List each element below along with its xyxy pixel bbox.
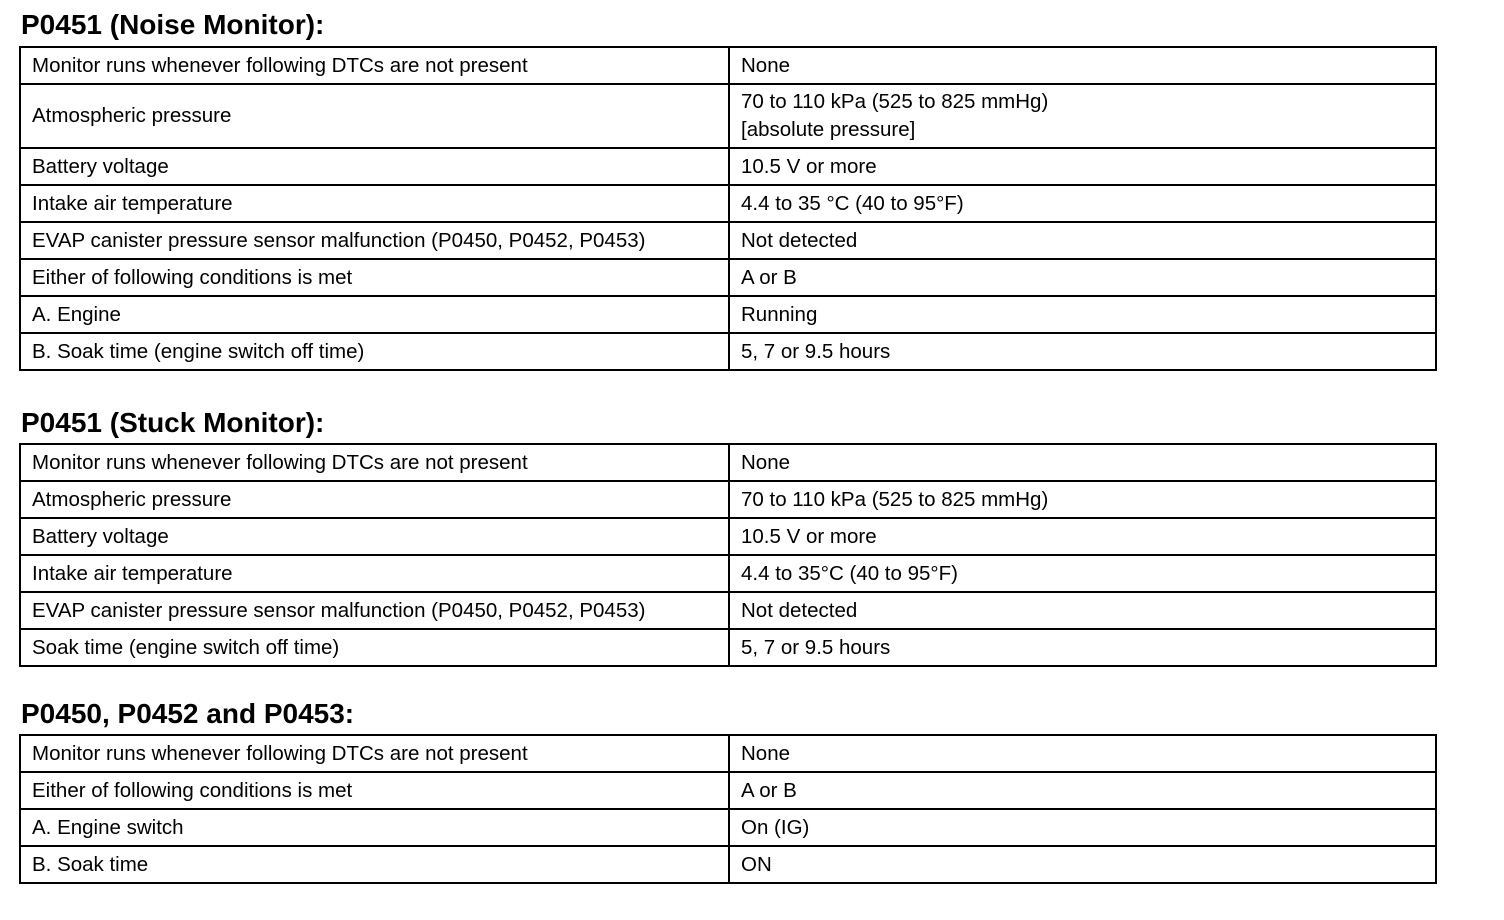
condition-label: EVAP canister pressure sensor malfunction (P0450, P0452, P0453) (20, 222, 729, 259)
table-row (20, 629, 1436, 666)
condition-value: None (729, 735, 1436, 772)
condition-label: Atmospheric pressure (20, 84, 729, 148)
table-row (20, 555, 1436, 592)
condition-label: EVAP canister pressure sensor malfunction (P0450, P0452, P0453) (20, 592, 729, 629)
condition-label: Soak time (engine switch off time) (20, 629, 729, 666)
condition-value: 10.5 V or more (729, 148, 1436, 185)
condition-value: Not detected (729, 222, 1436, 259)
table-row (20, 333, 1436, 370)
condition-value: 4.4 to 35 °C (40 to 95°F) (729, 185, 1436, 222)
table-row (20, 185, 1436, 222)
condition-label: B. Soak time (20, 846, 729, 883)
condition-value: 70 to 110 kPa (525 to 825 mmHg) (729, 481, 1436, 518)
condition-value: Not detected (729, 592, 1436, 629)
table-row (20, 518, 1436, 555)
condition-value: 10.5 V or more (729, 518, 1436, 555)
condition-label: Intake air temperature (20, 185, 729, 222)
condition-label: Intake air temperature (20, 555, 729, 592)
condition-value (729, 84, 1436, 148)
table-row (20, 148, 1436, 185)
table-row (20, 592, 1436, 629)
condition-label: A. Engine (20, 296, 729, 333)
condition-value: On (IG) (729, 809, 1436, 846)
condition-value: A or B (729, 772, 1436, 809)
condition-label: Monitor runs whenever following DTCs are not present (20, 735, 729, 772)
table-row (20, 846, 1436, 883)
condition-value: Running (729, 296, 1436, 333)
condition-label: A. Engine switch (20, 809, 729, 846)
table-row (20, 735, 1436, 772)
condition-label: Monitor runs whenever following DTCs are not present (20, 47, 729, 84)
condition-label: Battery voltage (20, 148, 729, 185)
table-row (20, 47, 1436, 84)
condition-value: ON (729, 846, 1436, 883)
condition-value: 4.4 to 35°C (40 to 95°F) (729, 555, 1436, 592)
section-heading: P0451 (Stuck Monitor): (21, 407, 325, 438)
table-row (20, 222, 1436, 259)
condition-label: Monitor runs whenever following DTCs are not present (20, 444, 729, 481)
condition-value-line: 70 to 110 kPa (525 to 825 mmHg) (741, 90, 1049, 113)
table-row (20, 809, 1436, 846)
condition-value-line: [absolute pressure] (741, 118, 916, 141)
table-row (20, 444, 1436, 481)
condition-value: 5, 7 or 9.5 hours (729, 333, 1436, 370)
section-heading: P0450, P0452 and P0453: (21, 698, 355, 729)
condition-label: Either of following conditions is met (20, 772, 729, 809)
condition-value: None (729, 47, 1436, 84)
conditions-table (19, 46, 1437, 371)
condition-label: B. Soak time (engine switch off time) (20, 333, 729, 370)
table-row (20, 259, 1436, 296)
table-row (20, 772, 1436, 809)
condition-label: Atmospheric pressure (20, 481, 729, 518)
conditions-table (19, 443, 1437, 667)
table-row (20, 84, 1436, 148)
condition-value: A or B (729, 259, 1436, 296)
conditions-table (19, 734, 1437, 884)
condition-label: Battery voltage (20, 518, 729, 555)
condition-value: 5, 7 or 9.5 hours (729, 629, 1436, 666)
condition-label: Either of following conditions is met (20, 259, 729, 296)
condition-value: None (729, 444, 1436, 481)
table-row (20, 296, 1436, 333)
table-row (20, 481, 1436, 518)
section-heading: P0451 (Noise Monitor): (21, 9, 325, 40)
